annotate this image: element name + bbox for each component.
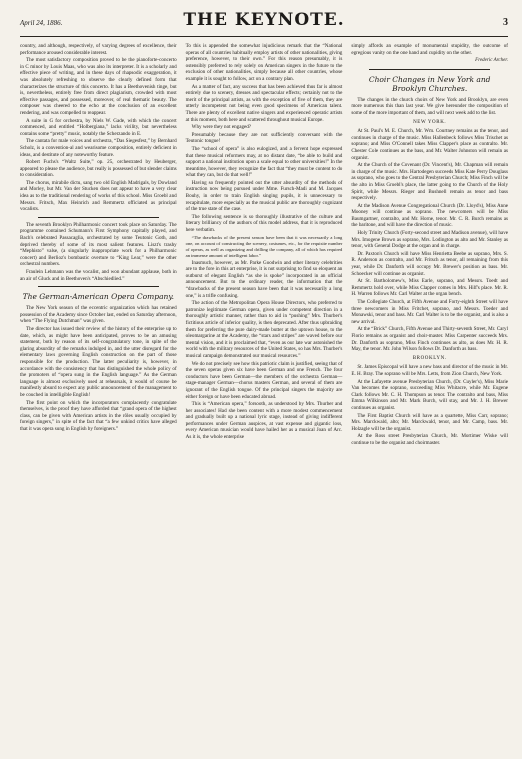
- paragraph: The action of the Metropolitan Opera House Directors, who preferred to patronize legitimate German opera, given under competent direction in a thoroughly artistic manner, rather than to aid in “pushing” Mrs. Thurber's fictitious article of inferior quality, is then deprecated. After thus upbraiding them for preferring the pure dairy-made butter at the uptown house, to the oleomargarine at the Academy, the “stars and stripes” are waved before our mental vision, and it is proclaimed that, “even as our late war astonished the world with the military resources of the United States, so has Mrs. Thurber's musical campaign demonstrated our musical resources.”: [185, 300, 343, 359]
- paragraph: St. James Episcopal will have a new bass and director of the music in Mr. E. H. Bray. The soprano will be Mrs. Letts, from Zion Church, New York.: [351, 364, 508, 377]
- paragraph: At the Lafayette avenue Presbyterian Church, (Dr. Cuyler's), Miss Marie Van becomes the soprano, succeeding Miss Whitacre, while Mr. Eugene Clark follows Mr. C. H. Thompson as tenor. The contralto and bass, Miss Emma Wilkinson and Mr. Mark Burch, will stay, and Mr. J. H. Brewer continues as organist.: [351, 378, 508, 411]
- paragraph: A suite in G for orchestra, by Niels W. Gade, with which the concert commenced, and entitled “Holbergiana,” lacks virility, but nevertheless contains some “pretty” music, notably the Scherzando in E.: [20, 117, 177, 137]
- paragraph: simply affords an example of monumental stupidity, the outcome of egregious vanity on the one hand and cupidity on the other.: [351, 43, 508, 56]
- paragraph: country, and although, respectively, of varying degrees of excellence, their performance aroused considerable interest.: [20, 43, 177, 56]
- paragraph: The following sentence is so thoroughly illustrative of the culture and literary brilliancy of the authors of this model address, that it is reproduced here verbatim.: [185, 213, 343, 234]
- paragraph: At the Church of the Covenant (Dr. Vincent's), Mr. Chapman will remain in charge of the music. Mrs. Hartodegen succeeds Miss Kate Perry Douglass as soprano, who goes to the Central Presbyterian Church; Miss Finch will be the alto in Miss Groebl's place, the latter going to the Church of the Holy Spirit, while Messrs. Rieger and Bushnell remain as tenor and bass respectively.: [351, 162, 508, 202]
- paragraph: The first point on which the incorporators complacently congratulate themselves, is the proof they have afforded that “grand opera of the highest class, can be given with American artists in the rôles usually occupied by foreign singers,” in spite of the fact that “a few unkind critics have alleged that it was opera sung in English by foreigners.”: [20, 399, 177, 432]
- paragraph: Holy Trinity Church (Forty-second street and Madison avenue), will have Mrs. Imogene Brown as soprano, Mrs. Lodington as alto and Mr. Stanley as tenor, with General Dodge at the organ and in charge.: [351, 230, 508, 250]
- column-1: [20, 43, 177, 759]
- paragraph: At the Madison Avenue Congregational Church (Dr. Lloyd's), Miss Anne Mooney will continue as soprano. The newcomers will be Miss Baumgartner, contralto, and Mr. Horne, tenor. Mr. C. R. Burch remains as the baritone, and will have the direction of music.: [351, 202, 508, 229]
- section-heading-choir-changes: Choir Changes in New York and Brooklyn Churches.: [368, 74, 491, 93]
- page-number: 3: [503, 17, 508, 28]
- paragraph: The Collegiate Church, at Fifth Avenue and Forty-eighth Street will have three newcomers in Miss Fritchet, soprano, and Messrs. Toeder and Monawski, tenor and bass. Mr. Carl Walter is to be the organist, and is also a new arrival.: [351, 299, 508, 325]
- paragraph: The New York season of the eccentric organization which has retained possession of the Academy since October last, ended on Saturday afternoon, when “The Flying Dutchman” was given.: [20, 305, 177, 325]
- divider: [369, 69, 490, 70]
- paragraph: At the Ross street Presbyterian Church, Mr. Mortimer Wiske will continue to be the organist and choirmaster.: [351, 433, 508, 446]
- section-heading-opera-company: The German-American Opera Company.: [22, 292, 175, 302]
- paragraph: The seventh Brooklyn Philharmonic concert took place on Saturday. The programme contained Schumann's First Symphony capitally played, and Bach's celebrated Passacaglia, orchestrated by some Teutonic Goth, and deprived thereby of some of its most salient features. Liszt's trashy “Mephisto” valse, (a singularly inappropriate work for a Philharmonic concert) and Berlioz's bombastic overture to “King Lear,” were the other orchestral numbers.: [20, 221, 177, 268]
- paragraph: The cantata for male voices and orchestra, “Das Siegesfest,” by Bernhard Scholz, is a convention-al and wearisome composition, entirely deficient in ideas, and destitute of any noteworthy feature.: [20, 138, 177, 158]
- paragraph: Fraulein Lehmann was the vocalist, and won abundant applause, both in an air of Gluck and in Beethoven's “Abschiedlied.”: [20, 269, 177, 282]
- paragraph: The most satisfactory composition proved to be the pianoforte-concerto in C minor by Louis Maas, who was also its interpreter. It is a scholarly and effective piece of writing, and in these days of rhapsodic exaggeration, it was absolutely refreshing to observe the clearly defined form that characterizes the structure of this concerto. It has a Beethovenish tinge, but is, nevertheless, entirely free from direct plagiarism, crowded with most effective passages, and possessed, moreover, of real thematic beauty. The composer was cheered to the echo at the conclusion of an excellent rendering, and was compelled to reappear.: [20, 57, 177, 116]
- subheading-brooklyn: BROOKLYN.: [412, 355, 447, 361]
- paragraph: The First Baptist Church will have as a quartette, Miss Carr, soprano; Mrs. Marckwald, alto; Mr. Marckwald, tenor, and Mr. Camp, bass. Mr. Holzagle will be the organist.: [351, 412, 508, 432]
- paragraph: At St. Bartholomew's, Miss Earle, soprano, and Messrs. Toedt and Remmertz hold over, while Miss Clapper comes in Mrs. Hilf's place. Mr. R. H. Warren follows Mr. Carl Walter at the organ bench.: [351, 278, 508, 298]
- paragraph: Inasmuch, however, as Mr. Parke Goodwin and other literary celebrities are to the fore in this art enterprise, it is not surprising to find so eloquent an outburst of elegant English “as she is spoke” incorporated in an official announcement. But to the ordinary reader, the information that the “drawbacks of the present season have been that it was necessarily a long one,” is a trifle confusing.: [185, 259, 343, 299]
- paragraph: Robert Fuchs's “Waltz Suite,” op. 25, orchestrated by Heuberger, appeared to please the audience, but really is possessed of but slender claims to consideration.: [20, 159, 177, 179]
- page-header: [20, 10, 508, 37]
- paragraph: The chorus, mirabile dictu, sang two old English Madrigals, by Dowland and Morley, but Mr. Van der Stucken does not appear to have a very clear idea as to the traditional rendering of works of this school. Miss Groebl and Messrs. Fritsch, Max Heinrich and Remmertz officiated as principal vocalists.: [20, 179, 177, 213]
- divider: [38, 286, 159, 287]
- masthead-title: THE KEYNOTE.: [183, 10, 345, 30]
- divider: [38, 217, 159, 218]
- paragraph: Why were they not engaged?: [191, 124, 252, 131]
- paragraph: As a matter of fact, any success that has been achieved thus far is almost entirely due to scenery, dresses and spectacular effects; certainly not to the merit of the principal artists, as with the exception of five of them, they are utterly incompetent not being even good specimens of American talent. There are plenty of excellent native singers and experienced operatic artists at this moment, both here and scattered throughout musical Europe.: [185, 83, 343, 123]
- paragraph: Having so frequently pointed out the utter absurdity of the methods of instruction now being pursued under Mme. Fursch-Madi and M. Jacques Bouhy, in order to train English singing pupils, it is unnecessary to recapitulate, more especially as the musical public are thoroughly cognizant of the true state of the case.: [185, 179, 343, 213]
- paragraph: To this is appended the somewhat injudicious remark that the “National operas of all countries habitually employ artists of other nationalities, giving preference, however, to their own.” For this reason presumably, it is ostensibly preferred to rely solely on American singers in the future to the exclusion of other nationalities, simply because all other countries, whose example it is sought to follow, act on a contrary plan.: [185, 43, 343, 82]
- author-signature: Frederic Archer.: [475, 58, 508, 64]
- subheading-new-york: NEW YORK.: [413, 119, 447, 125]
- paragraph: The director has issued their review of the history of the enterprise up to date, which, as might have been anticipated, proves to be an amusing statement, both by reason of its self-congratulatory tone, in spite of the glaring absurdity of the remarks indulged in, and the utter disregard for the elementary laws governing English construction on the part of those responsible for the production. The latter peculiarity is, however, in accordance with the consistency that has distinguished the whole policy of the promoters of “opera sung in the English language.” As the German language is almost exclusively used at rehearsals, it would of course be manifestly absurd to expect any public announcement of the management to be couched in intelligible English!: [20, 325, 177, 398]
- column-2: [186, 43, 343, 759]
- issue-date: April 24, 1886.: [20, 19, 63, 27]
- quoted-excerpt: “The drawbacks of the present season have been that it was necessarily a long one, on account of constructing the scenery, costumes, etc., for the requisite number of operas, as well as organizing and drilling the company, all of which has required an immense amount of intelligent labor.”: [185, 234, 343, 258]
- paragraph: We do not precisely see how this patriotic claim is justified, seeing that of the seven operas given six have been German and one French. The four conductors have been German—the members of the orchestra German—stage-manager German—chorus masters German, and several of them are ignorant of the English tongue. Of the principal singers the majority are either foreign or have been educated abroad.: [185, 360, 343, 400]
- article-columns: [20, 43, 508, 759]
- paragraph: The “school of opera” is also eulogized, and a fervent hope expressed that these musical reformers may, at no distant date, “be able to build and support a national institution upon a scale equal to other universities!” In the meantime, however, they recognize the fact that “they must be content to do what they can, but do that well!”: [185, 145, 343, 179]
- paragraph: The changes in the church choirs of New York and Brooklyn, are even more numerous this than last year. We give hereunder the composition of some of the more important of them, and will next week add to the list.: [351, 96, 508, 116]
- paragraph: At St. Paul's M. E. Church, Mr. Wm. Courtney remains as the tenor, and continues in charge of the music. Miss Hallenbeck follows Miss Trischet as soprano; and Miss O'Connell takes Miss Clapper's place as contralto. Mr. Chester Cole continues as the bass, and Mr. Walter Johnston will remain as organist.: [351, 128, 508, 161]
- paragraph: This is “American opera,” forsooth, as understood by Mrs. Thurber and her associates! Had she been content with a more modest commencement and gradually built up a national lyric stage, instead of giving indifferent performances under German auspices, at vast expense and gigantic loss, every American musician would have hailed her as a musical Joan of Arc. As it is, the whole enterprise: [185, 401, 343, 441]
- paragraph: Presumably because they are not sufficiently conversant with the Teutonic tongue!: [185, 131, 343, 145]
- column-3: [351, 43, 508, 759]
- paragraph: At the “Brick” Church, Fifth Avenue and Thirty-seventh Street, Mr. Caryl Florio remains as organist and choir-master. Miss Carpenter succeeds Mrs. Dr. Danforth as soprano, Miss Finch continues as alto, as does Mr. H. R. May, the tenor. Mr. John Wilson follows Dr. Danforth as bass.: [351, 326, 508, 353]
- paragraph: Dr. Paxton's Church will have Miss Henrietta Beebe as soprano, Mrs. S. R. Anderson as contralto, and Mr. Fritsch as tenor, all remaining from this year, while Dr. Danforth will occupy Mr. Brewer's position as bass. Mr. Schoecker will continue as organist.: [351, 250, 508, 277]
